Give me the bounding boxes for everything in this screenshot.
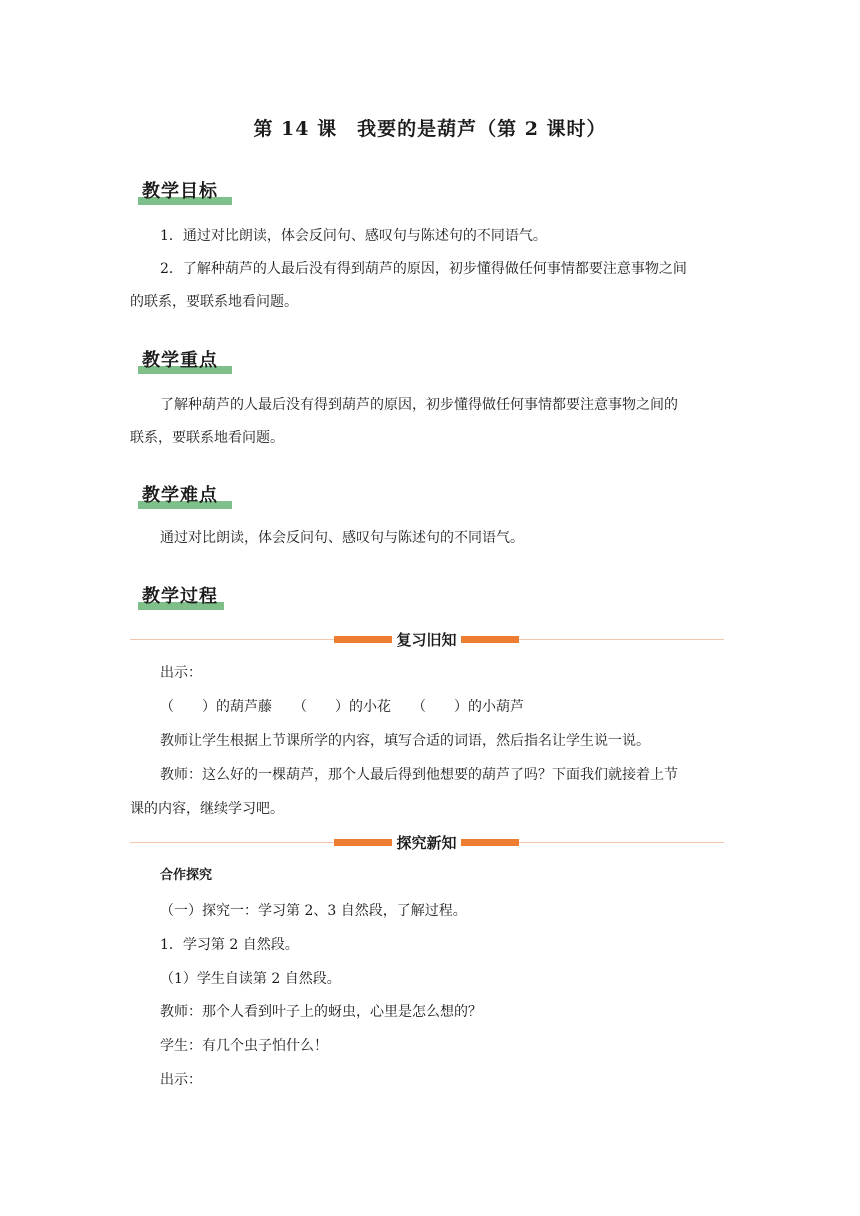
page-title: 第 14 课 我要的是葫芦（第 2 课时） bbox=[253, 118, 607, 140]
review-line-2: （ ）的葫芦藤 （ ）的小花 （ ）的小葫芦 bbox=[160, 699, 524, 715]
explore-line-6: 出示： bbox=[160, 1072, 202, 1088]
section-heading-text: 教学重点 bbox=[142, 350, 218, 371]
review-line-1: 出示： bbox=[160, 665, 202, 681]
explore-line-5: 学生：有几个虫子怕什么！ bbox=[160, 1038, 328, 1054]
section-heading-text: 教学目标 bbox=[142, 181, 218, 202]
review-line-4: 教师：这么好的一棵葫芦，那个人最后得到他想要的葫芦了吗？下面我们就接着上节 bbox=[160, 767, 678, 783]
goal-item-1: 1．通过对比朗读，体会反问句、感叹句与陈述句的不同语气。 bbox=[160, 228, 547, 244]
divider-label: 复习旧知 bbox=[392, 629, 461, 650]
section-heading-key bbox=[138, 346, 218, 376]
section-heading-text: 教学过程 bbox=[142, 586, 218, 607]
section-heading-difficulty bbox=[138, 481, 218, 511]
explore-line-2: 1．学习第 2 自然段。 bbox=[160, 937, 299, 953]
section-heading-process bbox=[138, 582, 218, 612]
divider-accent-left bbox=[334, 839, 392, 846]
key-line-2: 联系，要联系地看问题。 bbox=[130, 430, 284, 446]
divider-review bbox=[130, 628, 724, 652]
section-heading-goals bbox=[138, 177, 218, 207]
divider-accent-right bbox=[461, 636, 519, 643]
goal-item-2-cont: 的联系，要联系地看问题。 bbox=[130, 294, 298, 310]
review-line-3: 教师让学生根据上节课所学的内容，填写合适的词语，然后指名让学生说一说。 bbox=[160, 733, 650, 749]
difficulty-line: 通过对比朗读，体会反问句、感叹句与陈述句的不同语气。 bbox=[160, 530, 524, 546]
section-heading-text: 教学难点 bbox=[142, 485, 218, 506]
divider-explore bbox=[130, 831, 724, 855]
explore-subheading: 合作探究 bbox=[160, 868, 213, 883]
explore-line-1: （一）探究一：学习第 2、3 自然段，了解过程。 bbox=[160, 903, 467, 919]
goal-item-2: 2．了解种葫芦的人最后没有得到葫芦的原因，初步懂得做任何事情都要注意事物之间 bbox=[160, 261, 687, 277]
divider-accent-left bbox=[334, 636, 392, 643]
explore-line-4: 教师：那个人看到叶子上的蚜虫，心里是怎么想的？ bbox=[160, 1004, 482, 1020]
explore-line-3: （1）学生自读第 2 自然段。 bbox=[160, 971, 341, 987]
key-line-1: 了解种葫芦的人最后没有得到葫芦的原因，初步懂得做任何事情都要注意事物之间的 bbox=[160, 397, 678, 413]
divider-label: 探究新知 bbox=[392, 832, 461, 853]
review-line-5: 课的内容，继续学习吧。 bbox=[130, 801, 284, 817]
divider-accent-right bbox=[461, 839, 519, 846]
